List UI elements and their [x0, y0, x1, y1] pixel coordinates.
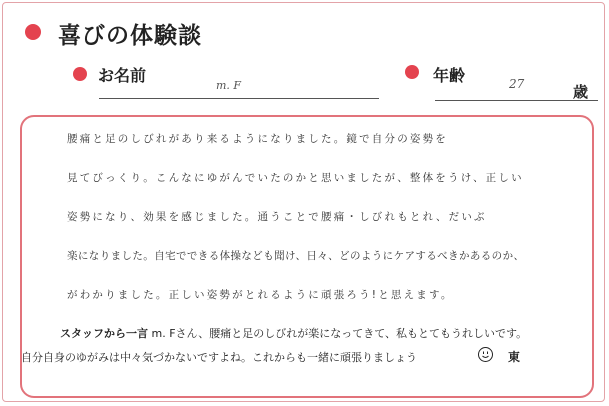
title-bullet-icon — [25, 24, 41, 40]
name-underline — [99, 98, 379, 99]
age-unit: 歳 — [573, 83, 589, 101]
page-title: 喜びの体験談 — [58, 23, 202, 49]
staff-comment-line-1 — [60, 325, 527, 341]
age-underline — [435, 100, 598, 101]
body-line-5: がわかりました。正しい姿勢がとれるように頑張ろう!と思えます。 — [67, 289, 454, 301]
staff-comment-text-1: m. Fさん、腰痛と足のしびれが楽になってきて、私もとてもうれしいです。 — [151, 327, 528, 340]
age-label: 年齢 — [433, 66, 466, 85]
age-value: 27 — [509, 77, 525, 91]
smiley-face-icon — [478, 347, 493, 362]
staff-comment-text-2: 自分自身のゆがみは中々気づかないですよね。これからも一緒に頑張りましょう — [21, 351, 417, 364]
body-line-3: 姿勢になり、効果を感じました。通うことで腰痛・しびれもとれ、だいぶ — [67, 211, 487, 223]
staff-comment-label: スタッフから一言 — [60, 327, 148, 340]
body-line-1: 腰痛と足のしびれがあり来るようになりました。鏡で自分の姿勢を — [67, 133, 448, 145]
staff-signature: 東 — [508, 350, 521, 364]
name-value: m. F — [216, 79, 242, 92]
name-bullet-icon — [73, 67, 87, 81]
body-line-4: 楽になりました。自宅でできる体操なども聞け、日々、どのようにケアするべきかあるのか、 — [67, 250, 525, 262]
age-bullet-icon — [405, 65, 419, 79]
name-label: お名前 — [98, 66, 147, 85]
body-line-2: 見てびっくり。こんなにゆがんでいたのかと思いましたが、整体をうけ、正しい — [67, 172, 524, 184]
staff-comment-line-2 — [21, 349, 417, 365]
testimonial-card — [2, 2, 605, 402]
